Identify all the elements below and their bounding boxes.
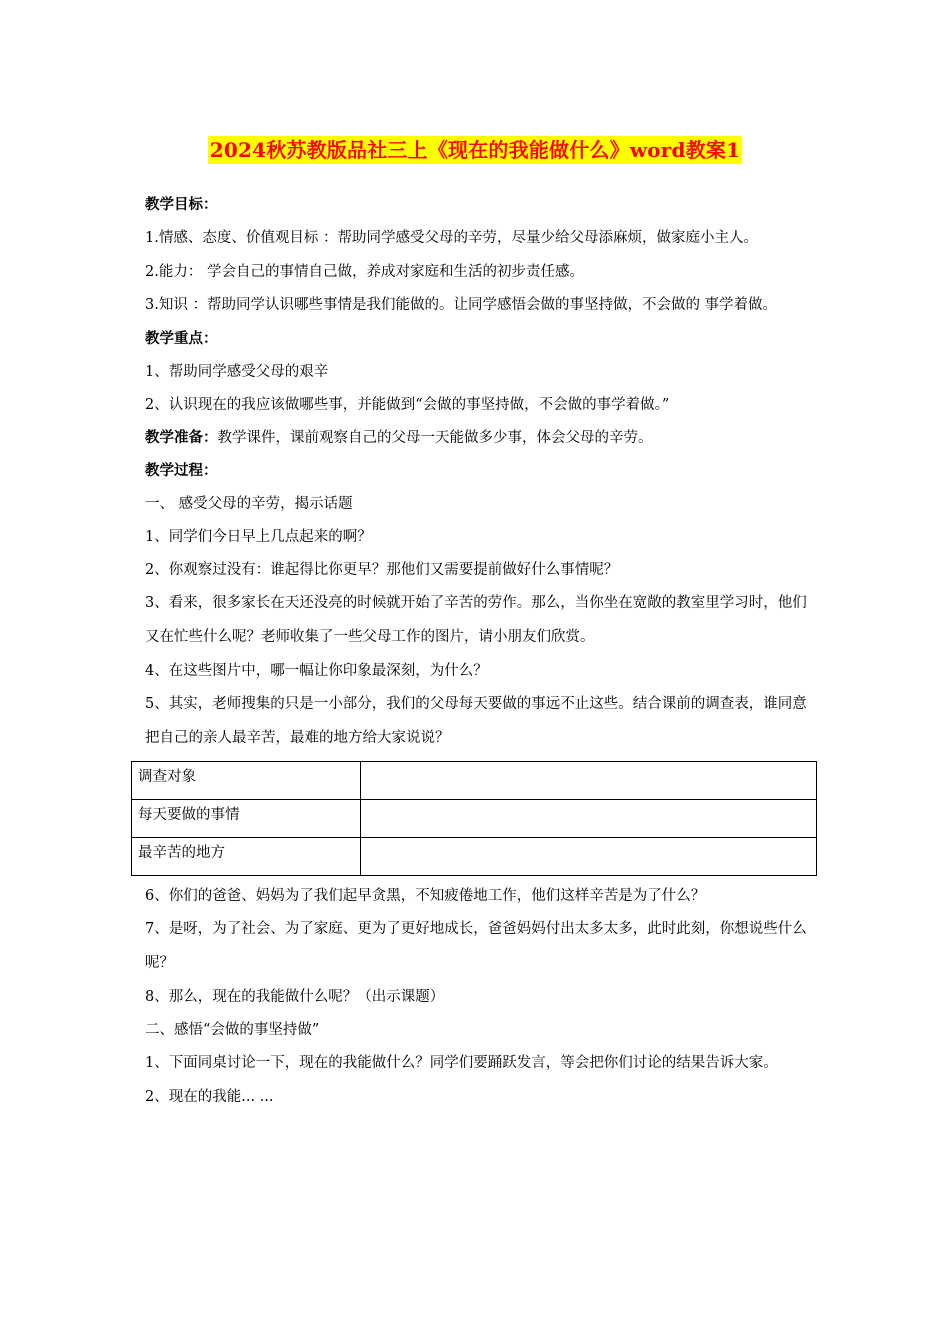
process-item: 5、其实，老师搜集的只是一小部分，我们的父母每天要做的事远不止这些。结合课前的调查表，谁同意把自己的亲人最辛苦，最难的地方给大家说说？ [145, 696, 807, 746]
table-row [132, 762, 817, 800]
key-points-heading: 教学重点： [145, 330, 218, 347]
preparation-paragraph [145, 421, 815, 454]
section-2-title: 二、感悟“会做的事坚持做” [145, 1022, 320, 1038]
document-title: 2024秋苏教版品社三上《现在的我能做什么》word教案1 [209, 138, 741, 162]
table-cell: 调查对象 [132, 762, 361, 800]
table-row [132, 800, 817, 838]
process-item: 2、现在的我能... ... [145, 1089, 274, 1105]
key-point-item: 1、帮助同学感受父母的艰辛 [145, 364, 329, 380]
table-cell [361, 762, 817, 800]
process-heading: 教学过程： [145, 462, 218, 479]
preparation-heading: 教学准备： [145, 429, 218, 446]
process-item: 1、下面同桌讨论一下，现在的我能做什么？同学们要踊跃发言，等会把你们讨论的结果告诉大家。 [145, 1055, 778, 1071]
process-item: 6、你们的爸爸、妈妈为了我们起早贪黑，不知疲倦地工作，他们这样辛苦是为了什么？ [145, 888, 706, 904]
table-cell [361, 800, 817, 838]
process-item: 3、看来，很多家长在天还没亮的时候就开始了辛苦的劳作。那么，当你坐在宽敞的教室里学习时，他们又在忙些什么呢？老师收集了一些父母工作的图片，请小朋友们欣赏。 [145, 595, 807, 645]
objective-item: 1.情感、态度、价值观目标 ：帮助同学感受父母的辛劳，尽量少给父母添麻烦，做家庭小主人。 [145, 230, 758, 246]
table-cell [361, 838, 817, 876]
process-item: 7、是呀，为了社会、为了家庭、更为了更好地成长，爸爸妈妈付出太多太多，此时此刻，你想说些什么呢？ [145, 921, 807, 971]
table-row [132, 838, 817, 876]
process-item: 4、在这些图片中，哪一幅让你印象最深刻，为什么？ [145, 663, 488, 679]
survey-table [131, 761, 817, 876]
table-cell: 最辛苦的地方 [132, 838, 361, 876]
section-1-title: 一、 感受父母的辛劳，揭示话题 [145, 496, 353, 512]
process-item: 8、那么，现在的我能做什么呢？（出示课题） [145, 989, 445, 1005]
title-container [0, 136, 950, 164]
process-item: 2、你观察过没有：谁起得比你更早？那他们又需要提前做好什么事情呢？ [145, 562, 619, 578]
objectives-heading: 教学目标： [145, 196, 218, 213]
table-cell: 每天要做的事情 [132, 800, 361, 838]
objective-item: 3.知识 ：帮助同学认识哪些事情是我们能做的。让同学感悟会做的事坚持做，不会做的 事学着做。 [145, 297, 778, 313]
document-body [138, 188, 815, 1113]
process-item: 1、同学们今日早上几点起来的啊？ [145, 529, 372, 545]
preparation-text: 教学课件，课前观察自己的父母一天能做多少事，体会父母的辛劳。 [217, 430, 653, 446]
key-point-item: 2、认识现在的我应该做哪些事，并能做到“会做的事坚持做，不会做的事学着做。” [145, 397, 670, 413]
objective-item: 2.能力： 学会自己的事情自己做，养成对家庭和生活的初步责任感。 [145, 264, 584, 280]
